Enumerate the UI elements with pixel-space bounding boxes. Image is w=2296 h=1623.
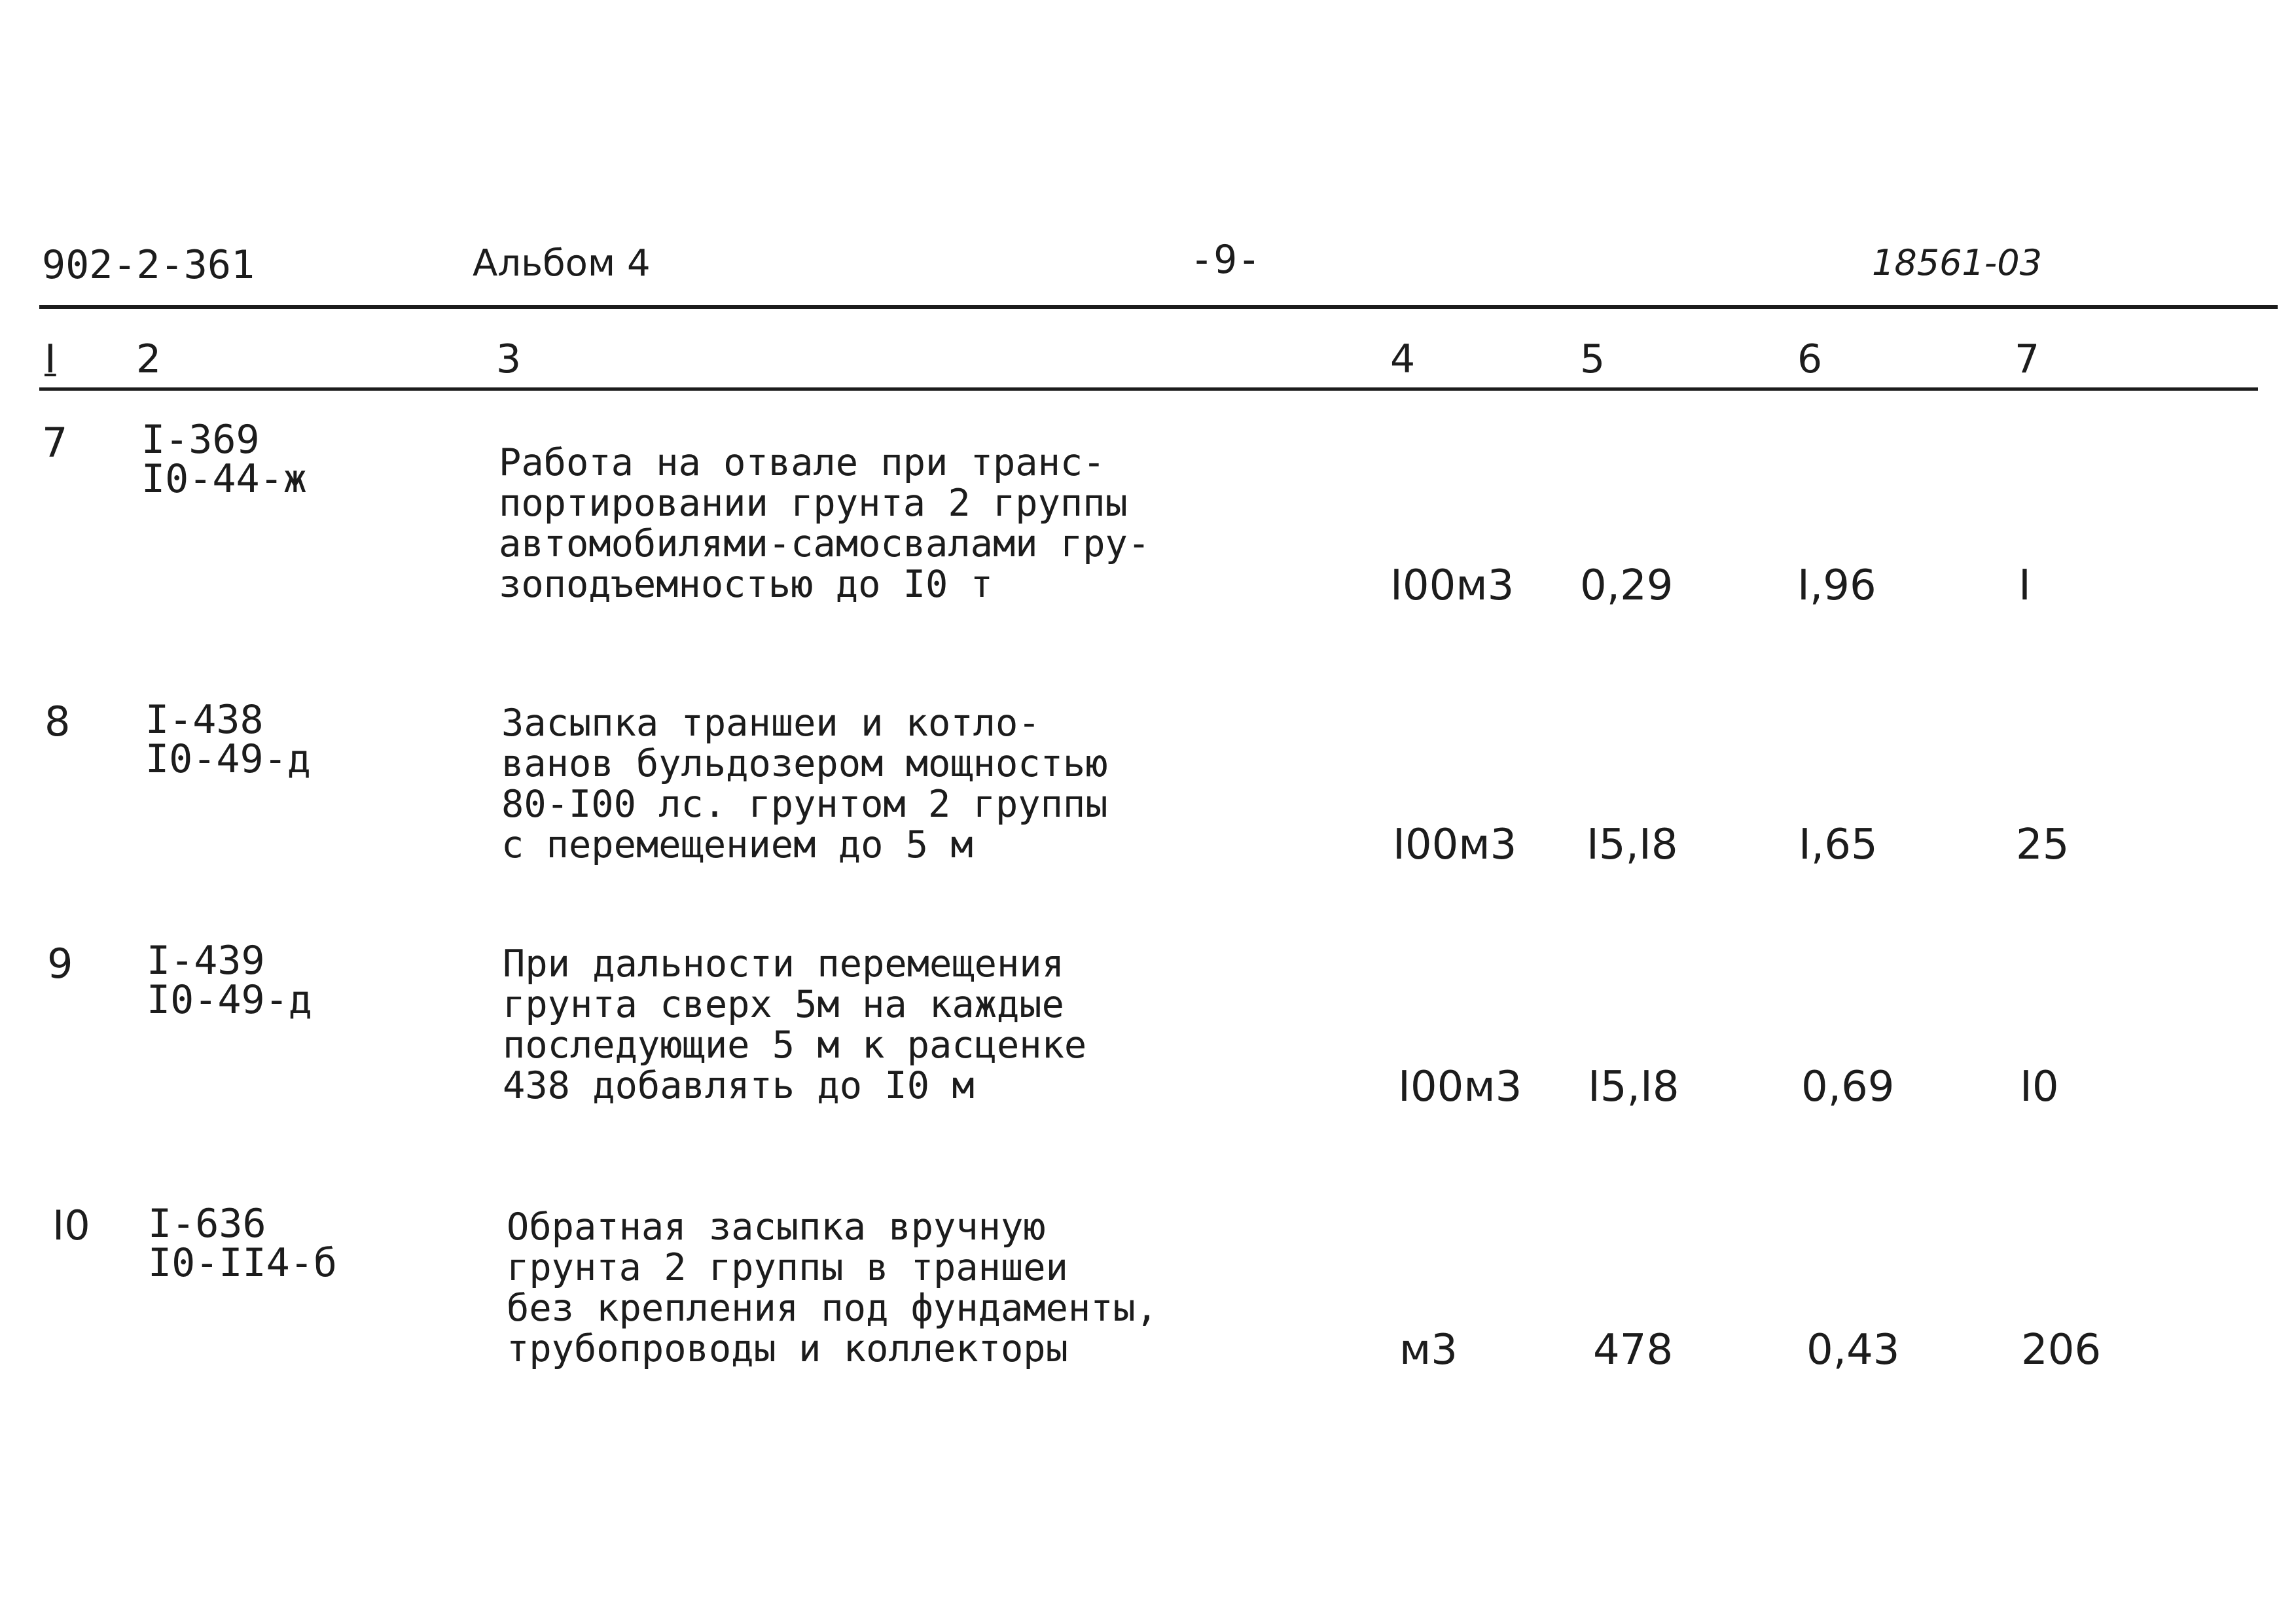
unit-cell: м3 [1399,1326,1458,1374]
value-col5: 0,29 [1580,562,1674,610]
row-number: 9 [47,940,73,988]
price-code: I0-49-д [147,977,312,1023]
row-codes [141,417,307,502]
description-line: зоподъемностью до I0 т [499,563,993,606]
column-header-1: I [45,336,56,382]
value-col7: 206 [2021,1326,2102,1374]
value-col6: 0,43 [1806,1326,1900,1374]
value-col5: I5,I8 [1587,821,1678,869]
row-description [499,442,1245,605]
price-code: I0-II4-б [148,1240,337,1286]
value-col6: I,96 [1797,562,1876,610]
column-header-6: 6 [1797,336,1823,382]
handwritten-code: 18561-03 [1872,242,2042,283]
value-col7: I0 [2020,1063,2059,1111]
row-description [501,703,1247,865]
row-codes [145,697,311,782]
unit-cell: I00м3 [1393,821,1517,869]
description-line: с перемещением до 5 м [501,823,973,866]
column-header-3: 3 [496,336,522,382]
column-header-rule [39,387,2258,391]
column-header-7: 7 [2015,336,2040,382]
description-line: При дальности перемещения [503,942,1064,986]
price-code: I0-49-д [145,736,311,782]
description-line: портировании грунта 2 группы [499,482,1128,525]
value-col6: 0,69 [1801,1063,1895,1111]
norm-code: I-636 [148,1201,266,1247]
column-header-5: 5 [1580,336,1605,382]
row-number: 8 [45,698,71,745]
value-col6: I,65 [1799,821,1878,869]
description-line: Работа на отвале при транс- [499,441,1105,484]
value-col5: 478 [1593,1326,1674,1374]
description-line: Засыпка траншеи и котло- [501,702,1041,745]
header-rule [39,305,2278,309]
page-number: -9- [1190,237,1261,283]
description-line: Обратная засыпка вручную [507,1205,1046,1249]
row-number: I0 [52,1202,90,1249]
column-header-2: 2 [136,336,162,382]
description-line: 80-I00 лс. грунтом 2 группы [501,783,1108,826]
description-line: грунта сверх 5м на каждые [503,983,1064,1026]
row-description [507,1207,1253,1369]
description-line: автомобилями-самосвалами гру- [499,522,1151,565]
norm-code: I-439 [147,938,265,984]
value-col7: I [2018,562,2031,610]
description-line: грунта 2 группы в траншеи [507,1246,1068,1289]
description-line: 438 добавлять до I0 м [503,1064,975,1107]
row-codes [147,938,312,1023]
description-line: последующие 5 м к расценке [503,1024,1087,1067]
description-line: ванов бульдозером мощностью [501,742,1108,785]
norm-code: I-438 [145,697,264,743]
description-line: трубопроводы и коллекторы [507,1327,1068,1370]
description-line: без крепления под фундаменты, [507,1287,1158,1330]
value-col5: I5,I8 [1588,1063,1679,1111]
document-number: 902-2-361 [42,242,255,288]
unit-cell: I00м3 [1398,1063,1522,1111]
norm-code: I-369 [141,417,260,463]
value-col7: 25 [2016,821,2070,869]
column-header-4: 4 [1390,336,1416,382]
album-label: Альбом 4 [473,242,651,285]
price-code: I0-44-ж [141,456,307,502]
row-description [503,944,1249,1106]
row-codes [148,1201,337,1286]
unit-cell: I00м3 [1390,562,1515,610]
row-number: 7 [42,419,68,467]
